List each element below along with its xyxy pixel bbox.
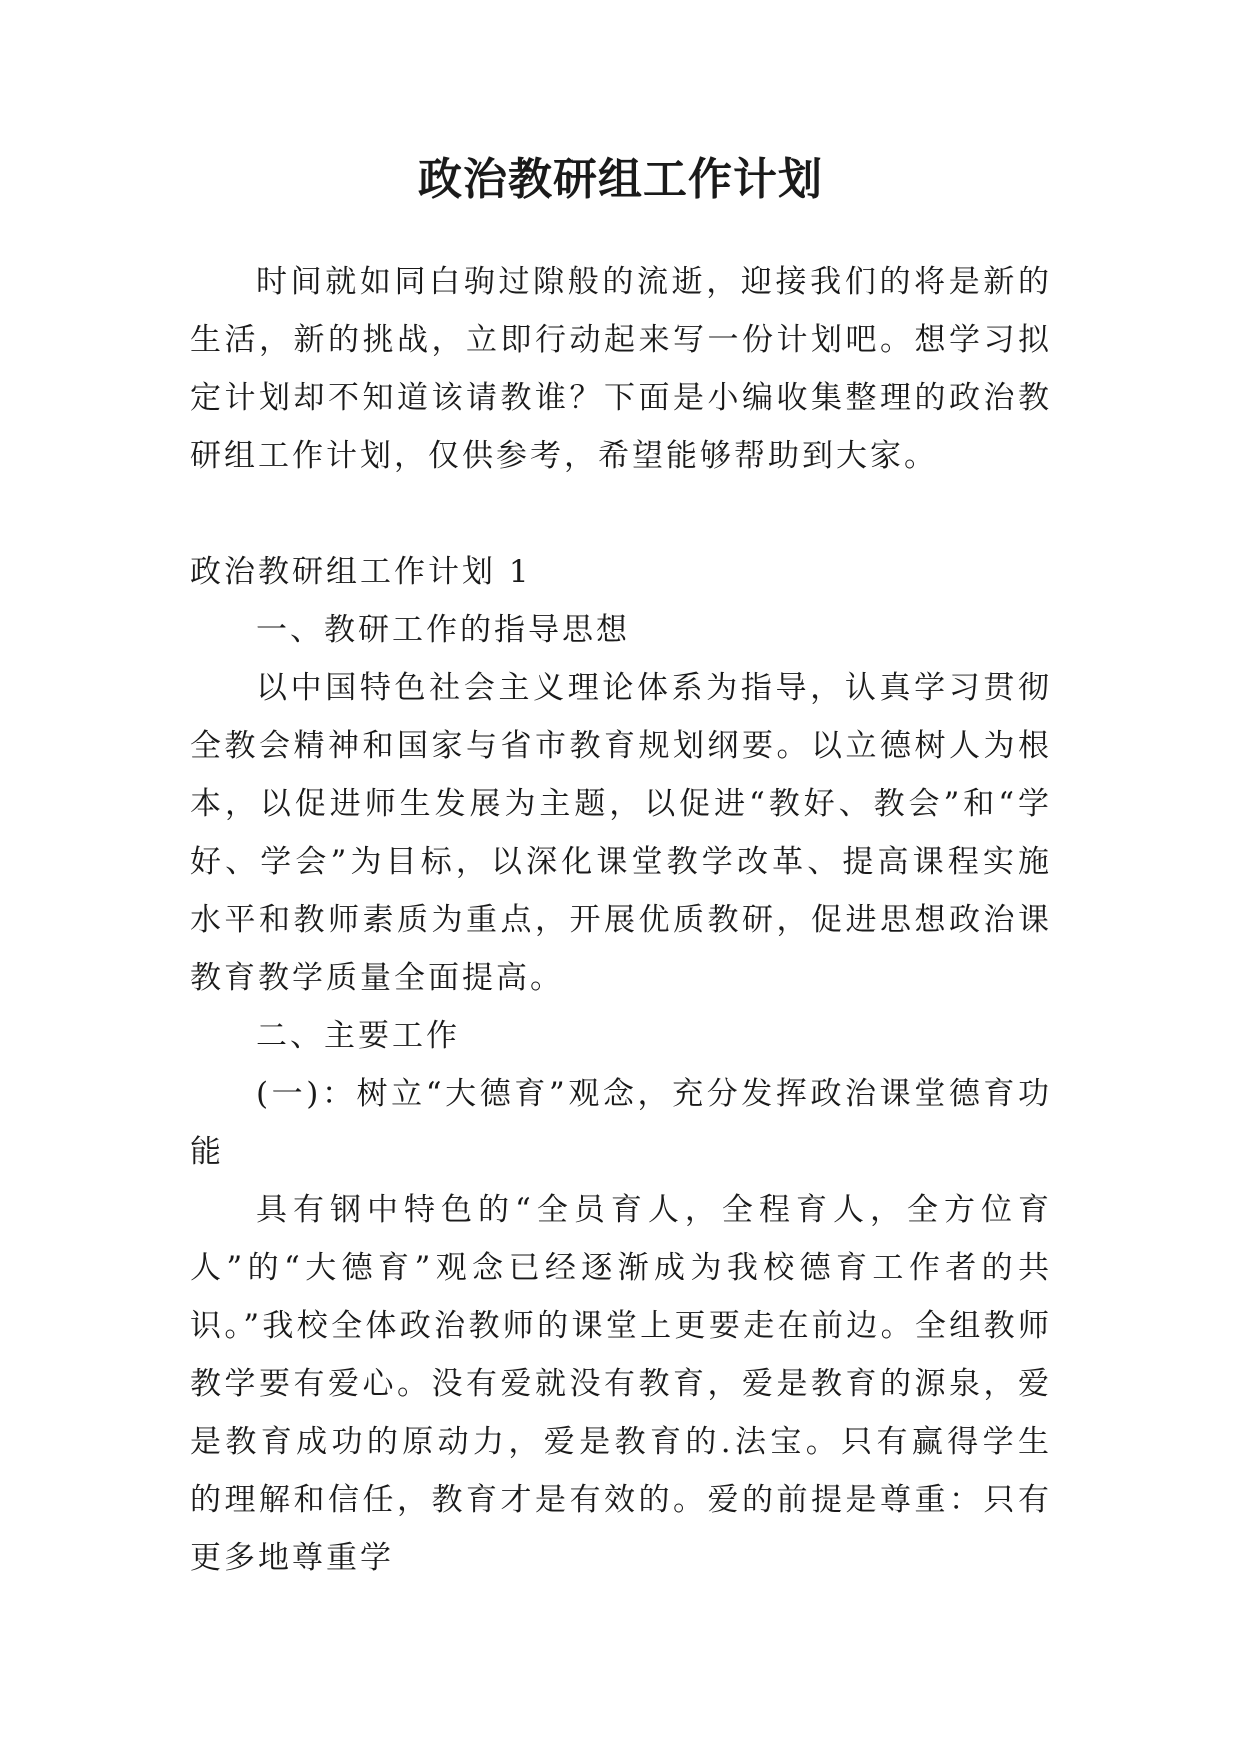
guiding-ideology-paragraph: 以中国特色社会主义理论体系为指导，认真学习贯彻全教会精神和国家与省市教育规划纲要。以立德树人为根本，以促进师生发展为主题，以促进“教好、教会”和“学好、学会”为目标，以深化课堂教学改革、提高课程实施水平和教师素质为重点，开展优质教研，促进思想政治课教育教学质量全面提高。: [190, 670, 1052, 996]
intro-paragraph: 时间就如同白驹过隙般的流逝，迎接我们的将是新的生活，新的挑战，立即行动起来写一份计划吧。想学习拟定计划却不知道该请教谁？下面是小编收集整理的政治教研组工作计划，仅供参考，希望能够帮助到大家。: [190, 264, 1052, 474]
heading-guiding-ideology: 一、教研工作的指导思想: [256, 612, 630, 648]
moral-education-paragraph: 具有钢中特色的“全员育人，全程育人，全方位育人”的“大德育”观念已经逐渐成为我校德育工作者的共识。”我校全体政治教师的课堂上更要走在前边。全组教师教学要有爱心。没有爱就没有教育，爱是教育的源泉，爱是教育成功的原动力，爱是教育的.法宝。只有赢得学生的理解和信任，教育才是有效的。爱的前提是尊重：只有更多地尊重学: [190, 1192, 1052, 1576]
section-title: 政治教研组工作计划 1: [190, 554, 532, 590]
document-body: [190, 253, 1052, 1587]
subheading-moral-education: (一)：树立“大德育”观念，充分发挥政治课堂德育功能: [190, 1076, 1052, 1170]
document-title: 政治教研组工作计划: [418, 154, 823, 205]
paragraph-gap: [190, 485, 1052, 543]
heading-main-work: 二、主要工作: [256, 1018, 460, 1054]
